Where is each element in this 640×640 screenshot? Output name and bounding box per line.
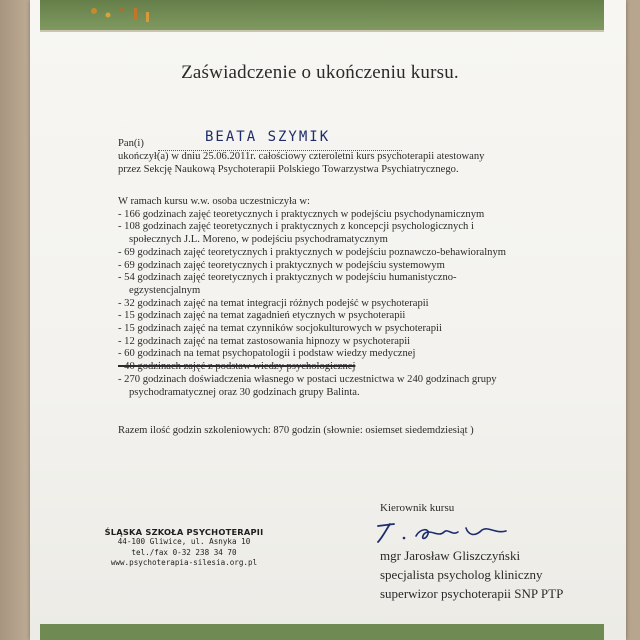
header-decorative-band (40, 0, 604, 32)
school-address: 44-100 Gliwice, ul. Asnyka 10 (117, 537, 251, 546)
list-item: - 69 godzinach zajęć teoretycznych i praktycznych w podejściu poznawczo-behawioralnym (118, 246, 506, 258)
course-components-list (118, 196, 506, 399)
signatory-heading: Kierownik kursu (380, 502, 455, 514)
school-website: www.psychoterapia-silesia.org.pl (110, 558, 258, 567)
list-item: - 54 godzinach zajęć teoretycznych i praktycznych w podejściu humanistyczno- (118, 272, 457, 284)
intro-line: ukończył(a) w dniu 25.06.2011r. całościowy czteroletni kurs psychoterapii atestowany (118, 151, 485, 162)
footer-decorative-band (40, 624, 604, 640)
list-heading: W ramach kursu w.w. osoba uczestniczyła w: (118, 196, 310, 207)
list-item: - 166 godzinach zajęć teoretycznych i praktycznych w podejściu psychodynamicznym (118, 208, 485, 220)
school-name: ŚLĄSKA SZKOŁA PSYCHOTERAPII (104, 527, 264, 537)
list-item-continuation: społecznych J.L. Moreno, w podejściu psychodramatycznym (129, 234, 388, 246)
list-item: - 12 godzinach zajęć na temat zastosowania hipnozy w psychoterapii (118, 335, 411, 347)
list-item: - 32 godzinach zajęć na temat integracji różnych podejść w psychoterapii (118, 297, 429, 309)
list-item-continuation: psychodramatycznej oraz 30 godzinach grupy Balinta. (129, 386, 360, 398)
list-item: - 270 godzinach doświadczenia własnego w postaci uczestnictwa w 240 godzinach grupy (118, 373, 497, 385)
certificate-title: Zaświadczenie o ukończeniu kursu. (181, 62, 459, 83)
signatory-title: specjalista psycholog kliniczny (380, 567, 543, 582)
list-item: - 108 godzinach zajęć teoretycznych i praktycznych z koncepcji psychologicznych i (118, 221, 474, 233)
school-phone: tel./fax 0-32 238 34 70 (131, 547, 237, 557)
handwritten-signature-icon (372, 518, 512, 546)
recipient-name-handwritten: BEATA SZYMIK (205, 129, 331, 145)
list-item: - 15 godzinach zajęć na temat czynników socjokulturowych w psychoterapii (118, 323, 442, 335)
recipient-prefix: Pan(i) (118, 138, 144, 149)
list-item-continuation: egzystencjalnym (129, 284, 201, 296)
list-item: - 69 godzinach zajęć teoretycznych i praktycznych w podejściu systemowym (118, 259, 445, 271)
list-item: - 15 godzinach zajęć na temat zagadnień etycznych w psychoterapii (118, 310, 406, 322)
decorative-paint-icon (88, 6, 158, 24)
intro-paragraph (118, 151, 484, 176)
total-hours: Razem ilość godzin szkoleniowych: 870 godzin (słownie: osiemset siedemdziesiąt ) (118, 425, 474, 436)
list-item-struck: - 40 godzinach zajęć z podstaw wiedzy psychologicznej (118, 361, 356, 373)
signature-block (380, 502, 563, 603)
intro-line: przez Sekcję Naukową Psychoterapii Polskiego Towarzystwa Psychiatrycznego. (118, 163, 459, 175)
school-stamp (104, 527, 264, 569)
list-item: - 60 godzinach na temat psychopatologii i podstaw wiedzy medycznej (118, 348, 416, 360)
signatory-name: mgr Jarosław Gliszczyński (380, 548, 521, 563)
signatory-role: superwizor psychoterapii SNP PTP (380, 586, 564, 601)
